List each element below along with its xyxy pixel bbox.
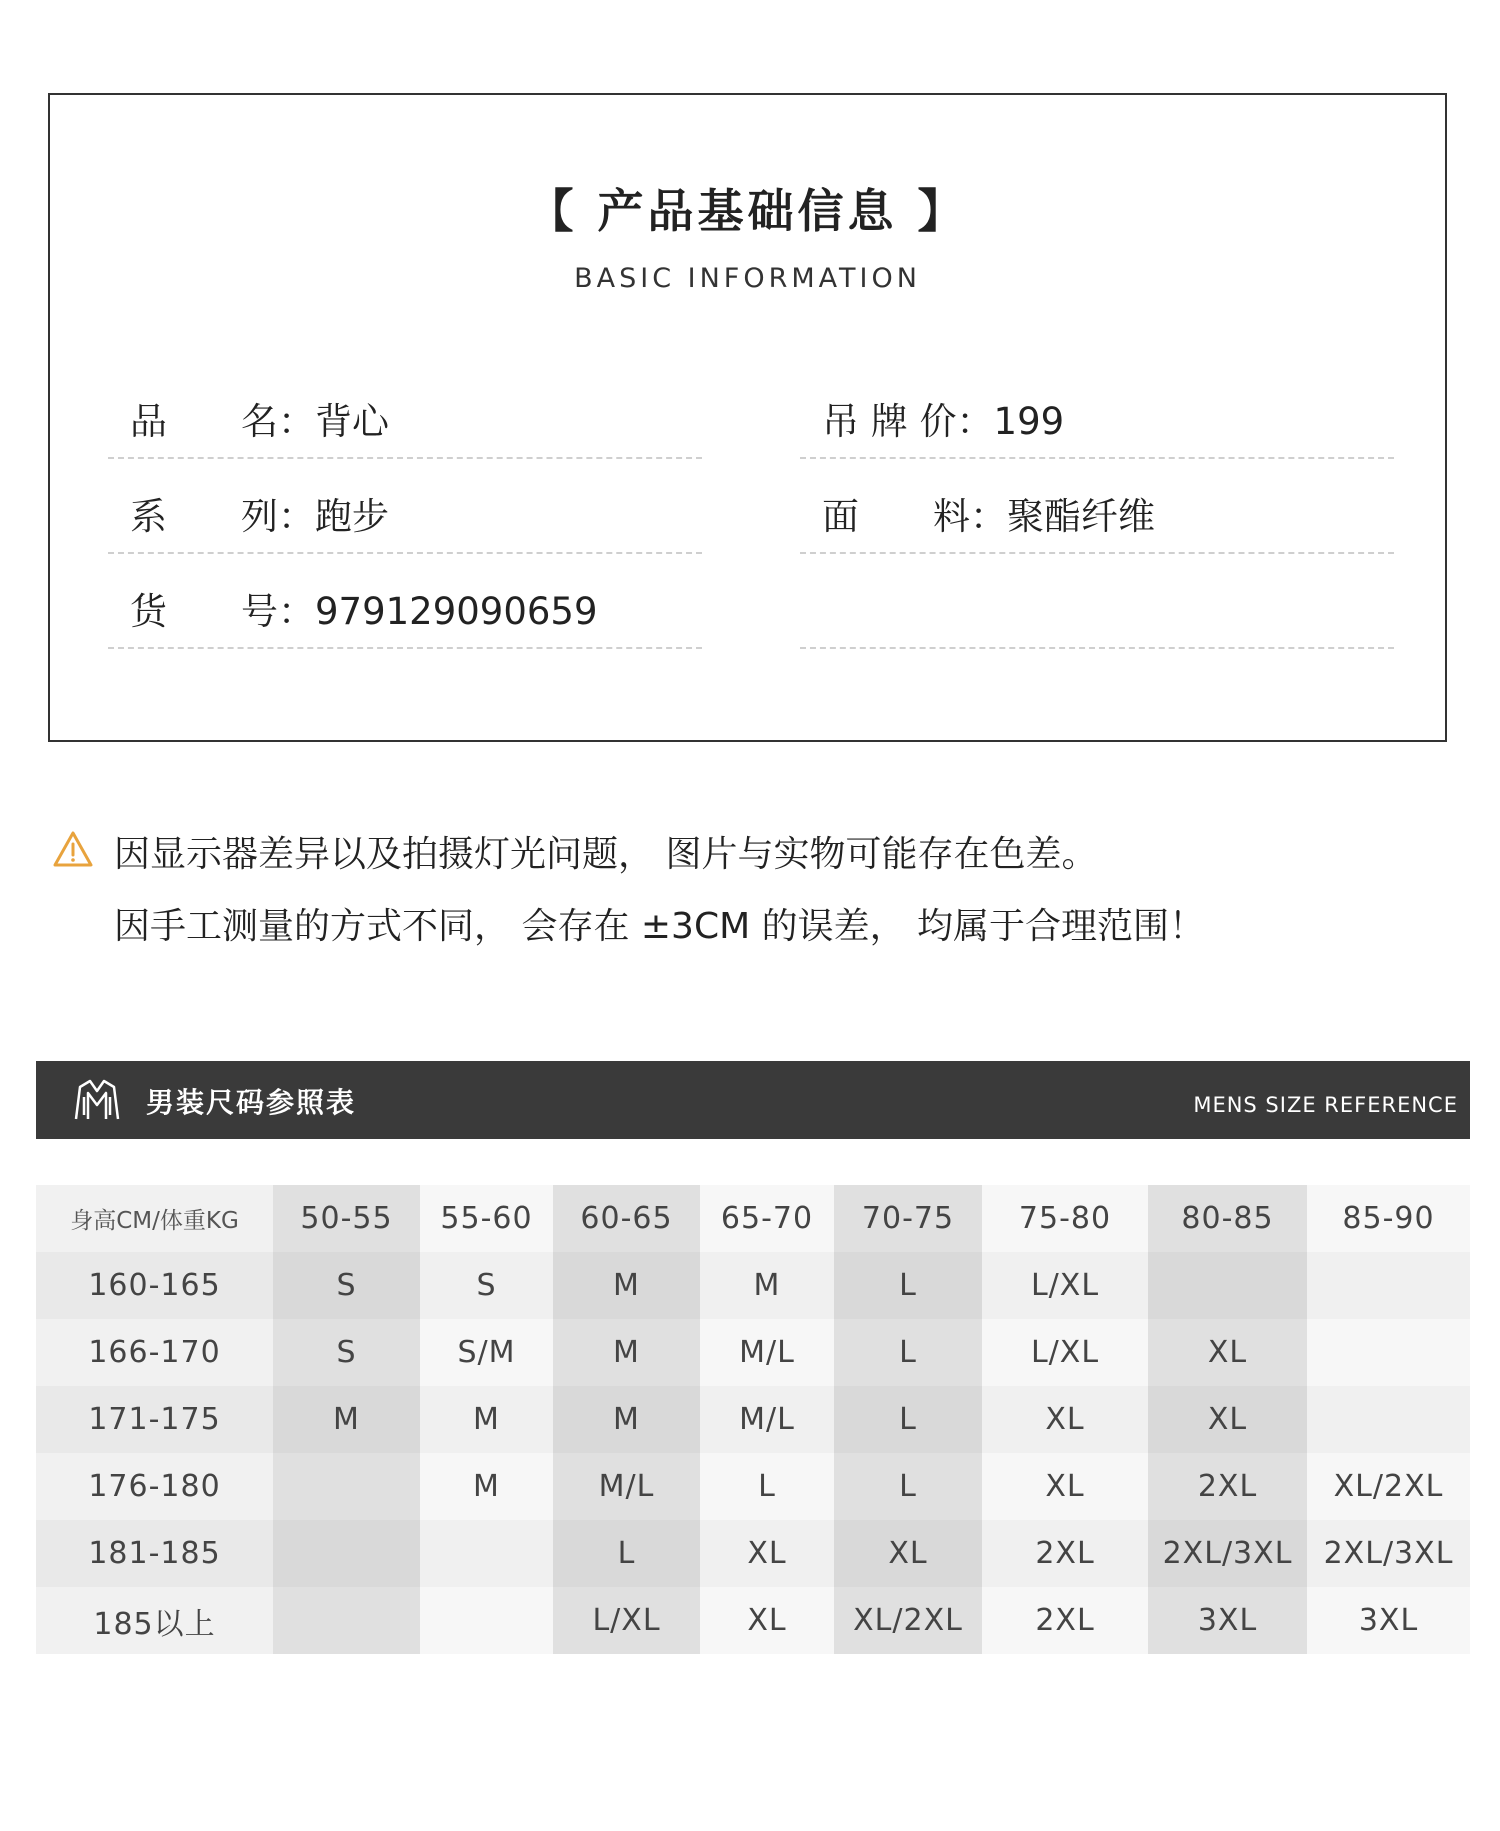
- table-row: [36, 1520, 1470, 1587]
- size-cell: L: [834, 1386, 982, 1453]
- field-label: 系 列：: [130, 495, 315, 538]
- size-cell: XL/2XL: [834, 1587, 982, 1654]
- size-cell: XL: [834, 1520, 982, 1587]
- size-cell: 2XL: [982, 1520, 1148, 1587]
- field-value: 979129090659: [315, 590, 598, 633]
- size-cell: M: [553, 1386, 700, 1453]
- size-cell: [1307, 1252, 1470, 1319]
- dashed-divider: [800, 647, 1394, 649]
- weight-column-header: 60-65: [553, 1185, 700, 1252]
- field-label: 面 料：: [822, 495, 1007, 538]
- size-reference-table: [36, 1185, 1470, 1654]
- table-row: [36, 1453, 1470, 1520]
- weight-column-header: 85-90: [1307, 1185, 1470, 1252]
- size-cell: M/L: [553, 1453, 700, 1520]
- size-cell: M: [553, 1252, 700, 1319]
- size-cell: 3XL: [1307, 1587, 1470, 1654]
- table-row: [36, 1587, 1470, 1654]
- dashed-divider: [800, 457, 1394, 459]
- field-label: 品 名：: [130, 400, 315, 443]
- size-cell: L: [700, 1453, 834, 1520]
- size-cell: 3XL: [1148, 1587, 1307, 1654]
- size-cell: XL: [982, 1386, 1148, 1453]
- size-cell: [1307, 1386, 1470, 1453]
- size-chart-title: 男装尺码参照表: [146, 1086, 357, 1119]
- size-cell: S/M: [420, 1319, 553, 1386]
- size-cell: XL: [1148, 1319, 1307, 1386]
- height-cell: 160-165: [36, 1252, 273, 1319]
- field-value: 背心: [315, 400, 389, 443]
- weight-column-header: 75-80: [982, 1185, 1148, 1252]
- height-cell: 171-175: [36, 1386, 273, 1453]
- size-cell: S: [273, 1252, 420, 1319]
- basic-info-panel: [48, 93, 1447, 742]
- size-cell: L: [553, 1520, 700, 1587]
- size-cell: XL: [1148, 1386, 1307, 1453]
- size-cell: M: [420, 1386, 553, 1453]
- weight-column-header: 65-70: [700, 1185, 834, 1252]
- size-cell: L: [834, 1319, 982, 1386]
- dashed-divider: [800, 552, 1394, 554]
- size-chart-header: [36, 1061, 1470, 1139]
- dashed-divider: [108, 457, 702, 459]
- notice-line-1: 因显示器差异以及拍摄灯光问题， 图片与实物可能存在色差。: [114, 834, 1098, 875]
- weight-column-header: 55-60: [420, 1185, 553, 1252]
- size-cell: L/XL: [553, 1587, 700, 1654]
- dashed-divider: [108, 552, 702, 554]
- size-cell: 2XL: [982, 1587, 1148, 1654]
- size-cell: L/XL: [982, 1319, 1148, 1386]
- size-cell: 2XL/3XL: [1148, 1520, 1307, 1587]
- size-cell: 2XL/3XL: [1307, 1520, 1470, 1587]
- table-row: [36, 1386, 1470, 1453]
- field-product-name: [130, 391, 389, 445]
- size-cell: M/L: [700, 1386, 834, 1453]
- size-cell: M: [700, 1252, 834, 1319]
- notice-line-2: 因手工测量的方式不同， 会存在 ±3CM 的误差， 均属于合理范围！: [114, 906, 1206, 947]
- size-cell: [1148, 1252, 1307, 1319]
- info-subtitle: BASIC INFORMATION: [574, 263, 921, 294]
- height-cell: 185以上: [36, 1587, 273, 1654]
- size-chart-subtitle: MENS SIZE REFERENCE: [1193, 1093, 1458, 1117]
- height-cell: 181-185: [36, 1520, 273, 1587]
- size-cell: M: [273, 1386, 420, 1453]
- size-cell: L: [834, 1453, 982, 1520]
- shirt-logo-icon: [70, 1075, 124, 1125]
- size-cell: [1307, 1319, 1470, 1386]
- info-title: 【 产品基础信息 】: [527, 184, 968, 238]
- field-fabric: [822, 486, 1155, 540]
- warning-triangle-icon: [52, 830, 94, 868]
- size-cell: XL/2XL: [1307, 1453, 1470, 1520]
- size-cell: S: [273, 1319, 420, 1386]
- table-header-row: [36, 1185, 1470, 1252]
- size-cell: XL: [982, 1453, 1148, 1520]
- field-value: 聚酯纤维: [1007, 495, 1155, 538]
- height-cell: 166-170: [36, 1319, 273, 1386]
- size-cell: [273, 1520, 420, 1587]
- size-cell: [420, 1520, 553, 1587]
- size-cell: [273, 1453, 420, 1520]
- weight-column-header: 50-55: [273, 1185, 420, 1252]
- size-cell: M: [553, 1319, 700, 1386]
- size-cell: L/XL: [982, 1252, 1148, 1319]
- corner-cell: 身高CM/体重KG: [36, 1185, 273, 1252]
- size-cell: [420, 1587, 553, 1654]
- field-label: 货 号：: [130, 590, 315, 633]
- field-label: 吊 牌 价：: [822, 400, 994, 443]
- field-series: [130, 486, 389, 540]
- size-cell: 2XL: [1148, 1453, 1307, 1520]
- size-cell: XL: [700, 1520, 834, 1587]
- size-cell: [273, 1587, 420, 1654]
- field-item-number: [130, 581, 598, 635]
- weight-column-header: 80-85: [1148, 1185, 1307, 1252]
- weight-column-header: 70-75: [834, 1185, 982, 1252]
- table-row: [36, 1319, 1470, 1386]
- size-cell: M: [420, 1453, 553, 1520]
- dashed-divider: [108, 647, 702, 649]
- table-row: [36, 1252, 1470, 1319]
- height-cell: 176-180: [36, 1453, 273, 1520]
- size-cell: S: [420, 1252, 553, 1319]
- field-tag-price: [822, 391, 1064, 445]
- size-cell: L: [834, 1252, 982, 1319]
- field-value: 跑步: [315, 495, 389, 538]
- size-cell: M/L: [700, 1319, 834, 1386]
- field-value: 199: [993, 400, 1065, 443]
- size-cell: XL: [700, 1587, 834, 1654]
